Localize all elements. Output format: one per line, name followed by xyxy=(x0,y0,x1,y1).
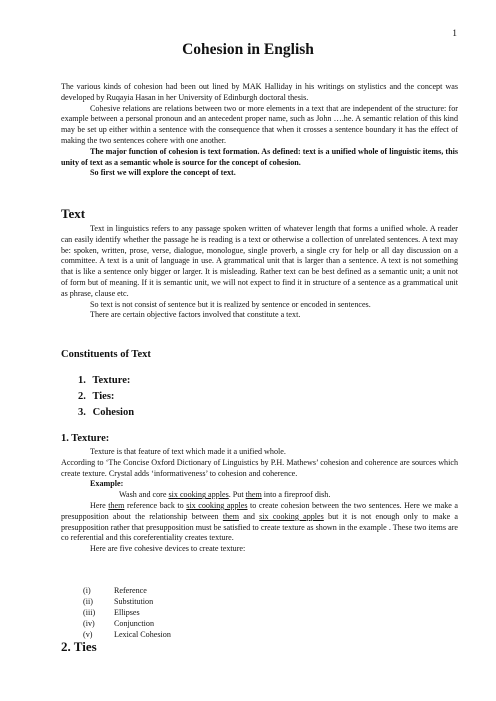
devices-intro: Here are five cohesive devices to create texture: xyxy=(90,544,246,554)
intro-section xyxy=(61,82,458,179)
section-heading-constituents: Constituents of Text xyxy=(61,349,151,360)
texture-paragraph-1: Texture is that feature of text which made it a unified whole. xyxy=(90,447,286,456)
list-item: 3. Cohesion xyxy=(78,407,135,418)
list-item: (ii) Substitution xyxy=(83,596,154,606)
example-label: Example: xyxy=(90,479,124,489)
intro-paragraph-3: The major function of cohesion is text formation. As defined: text is a unified whole of linguistic items, this unity of text as a semantic whole is source for the concept of cohesion. xyxy=(61,146,458,167)
list-item: 1. Texture: xyxy=(78,375,131,386)
intro-paragraph-2: Cohesive relations are relations between two or more elements in a text that are independent of the structure: for example between a personal pronoun and an antecedent proper name, such as John ….he. A semantic relation of this kind may be set up either within a sentence with the consequence that when it crosses a sentence boundary it has the effect of making the two sentences cohere with one another. xyxy=(61,103,458,145)
section-heading-ties: 2. Ties xyxy=(61,639,97,654)
section-heading-texture: 1. Texture: xyxy=(61,433,110,444)
list-item: 2. Ties: xyxy=(78,391,115,402)
intro-paragraph-1: The various kinds of cohesion had been out lined by MAK Halliday in his writings on stylistics and the concept was developed by Ruqayia Hasan in her University of Edinburgh doctoral thesis. xyxy=(61,82,458,102)
text-paragraph-2: So text is not consist of sentence but it is realized by sentence or encoded in sentences. xyxy=(90,299,371,309)
list-item: (i) Reference xyxy=(83,586,147,595)
list-item: (iii) Ellipses xyxy=(83,607,140,617)
text-paragraph-3: There are certain objective factors involved that constitute a text. xyxy=(90,310,301,320)
intro-paragraph-4: So first we will explore the concept of text. xyxy=(90,168,236,178)
cohesive-devices-list xyxy=(83,586,171,641)
text-paragraph-1: Text in linguistics refers to any passage spoken written of whatever length that forms a unified whole. A reader can easily identify whether the passage he is reading is a text or otherwise a collection of unrelated sentences. A text may be: spoken, written, prose, verse, dialogue, monologue, single proverb, a single cry for help or all day discussion on a committee. A text is a unit of language in use. A grammatical unit that is larger than a sentence. A text is not something that is like a sentence only bigger or larger. It is misleading. Rather text can be best defined as a semantic unit; a unit not of form but of meaning. If it is semantic unit, we will not expect to find it in structure of a sentence as a grammatical unit as phrase, clause etc. xyxy=(61,224,458,298)
page-number: 1 xyxy=(452,29,457,39)
texture-explanation: Here them reference back to six cooking apples to create cohesion between the two sentences. Here we make a presupposition about the relationship between them and six cooking apples but it is not enough only to make a presupposition rather that presupposition must be satisfied to create texture as shown in the example . These two items are co referential and this coreferentiality creates texture. xyxy=(61,500,459,543)
section-heading-text: Text xyxy=(61,206,86,221)
example-sentence: Wash and core six cooking apples. Put them into a fireproof dish. xyxy=(119,490,331,500)
texture-paragraph-2: According to ‘The Concise Oxford Dictionary of Linguistics by P.H. Mathews’ cohesion and coherence are sources which create texture. Crystal adds ‘informativeness’ to cohesion and coherence. xyxy=(61,457,458,478)
list-item: (v) Lexical Cohesion xyxy=(83,629,171,639)
page-title: Cohesion in English xyxy=(182,41,314,58)
constituents-list xyxy=(78,373,134,421)
list-item: (iv) Conjunction xyxy=(83,618,155,628)
texture-body xyxy=(61,447,458,555)
text-section-body xyxy=(61,224,458,321)
